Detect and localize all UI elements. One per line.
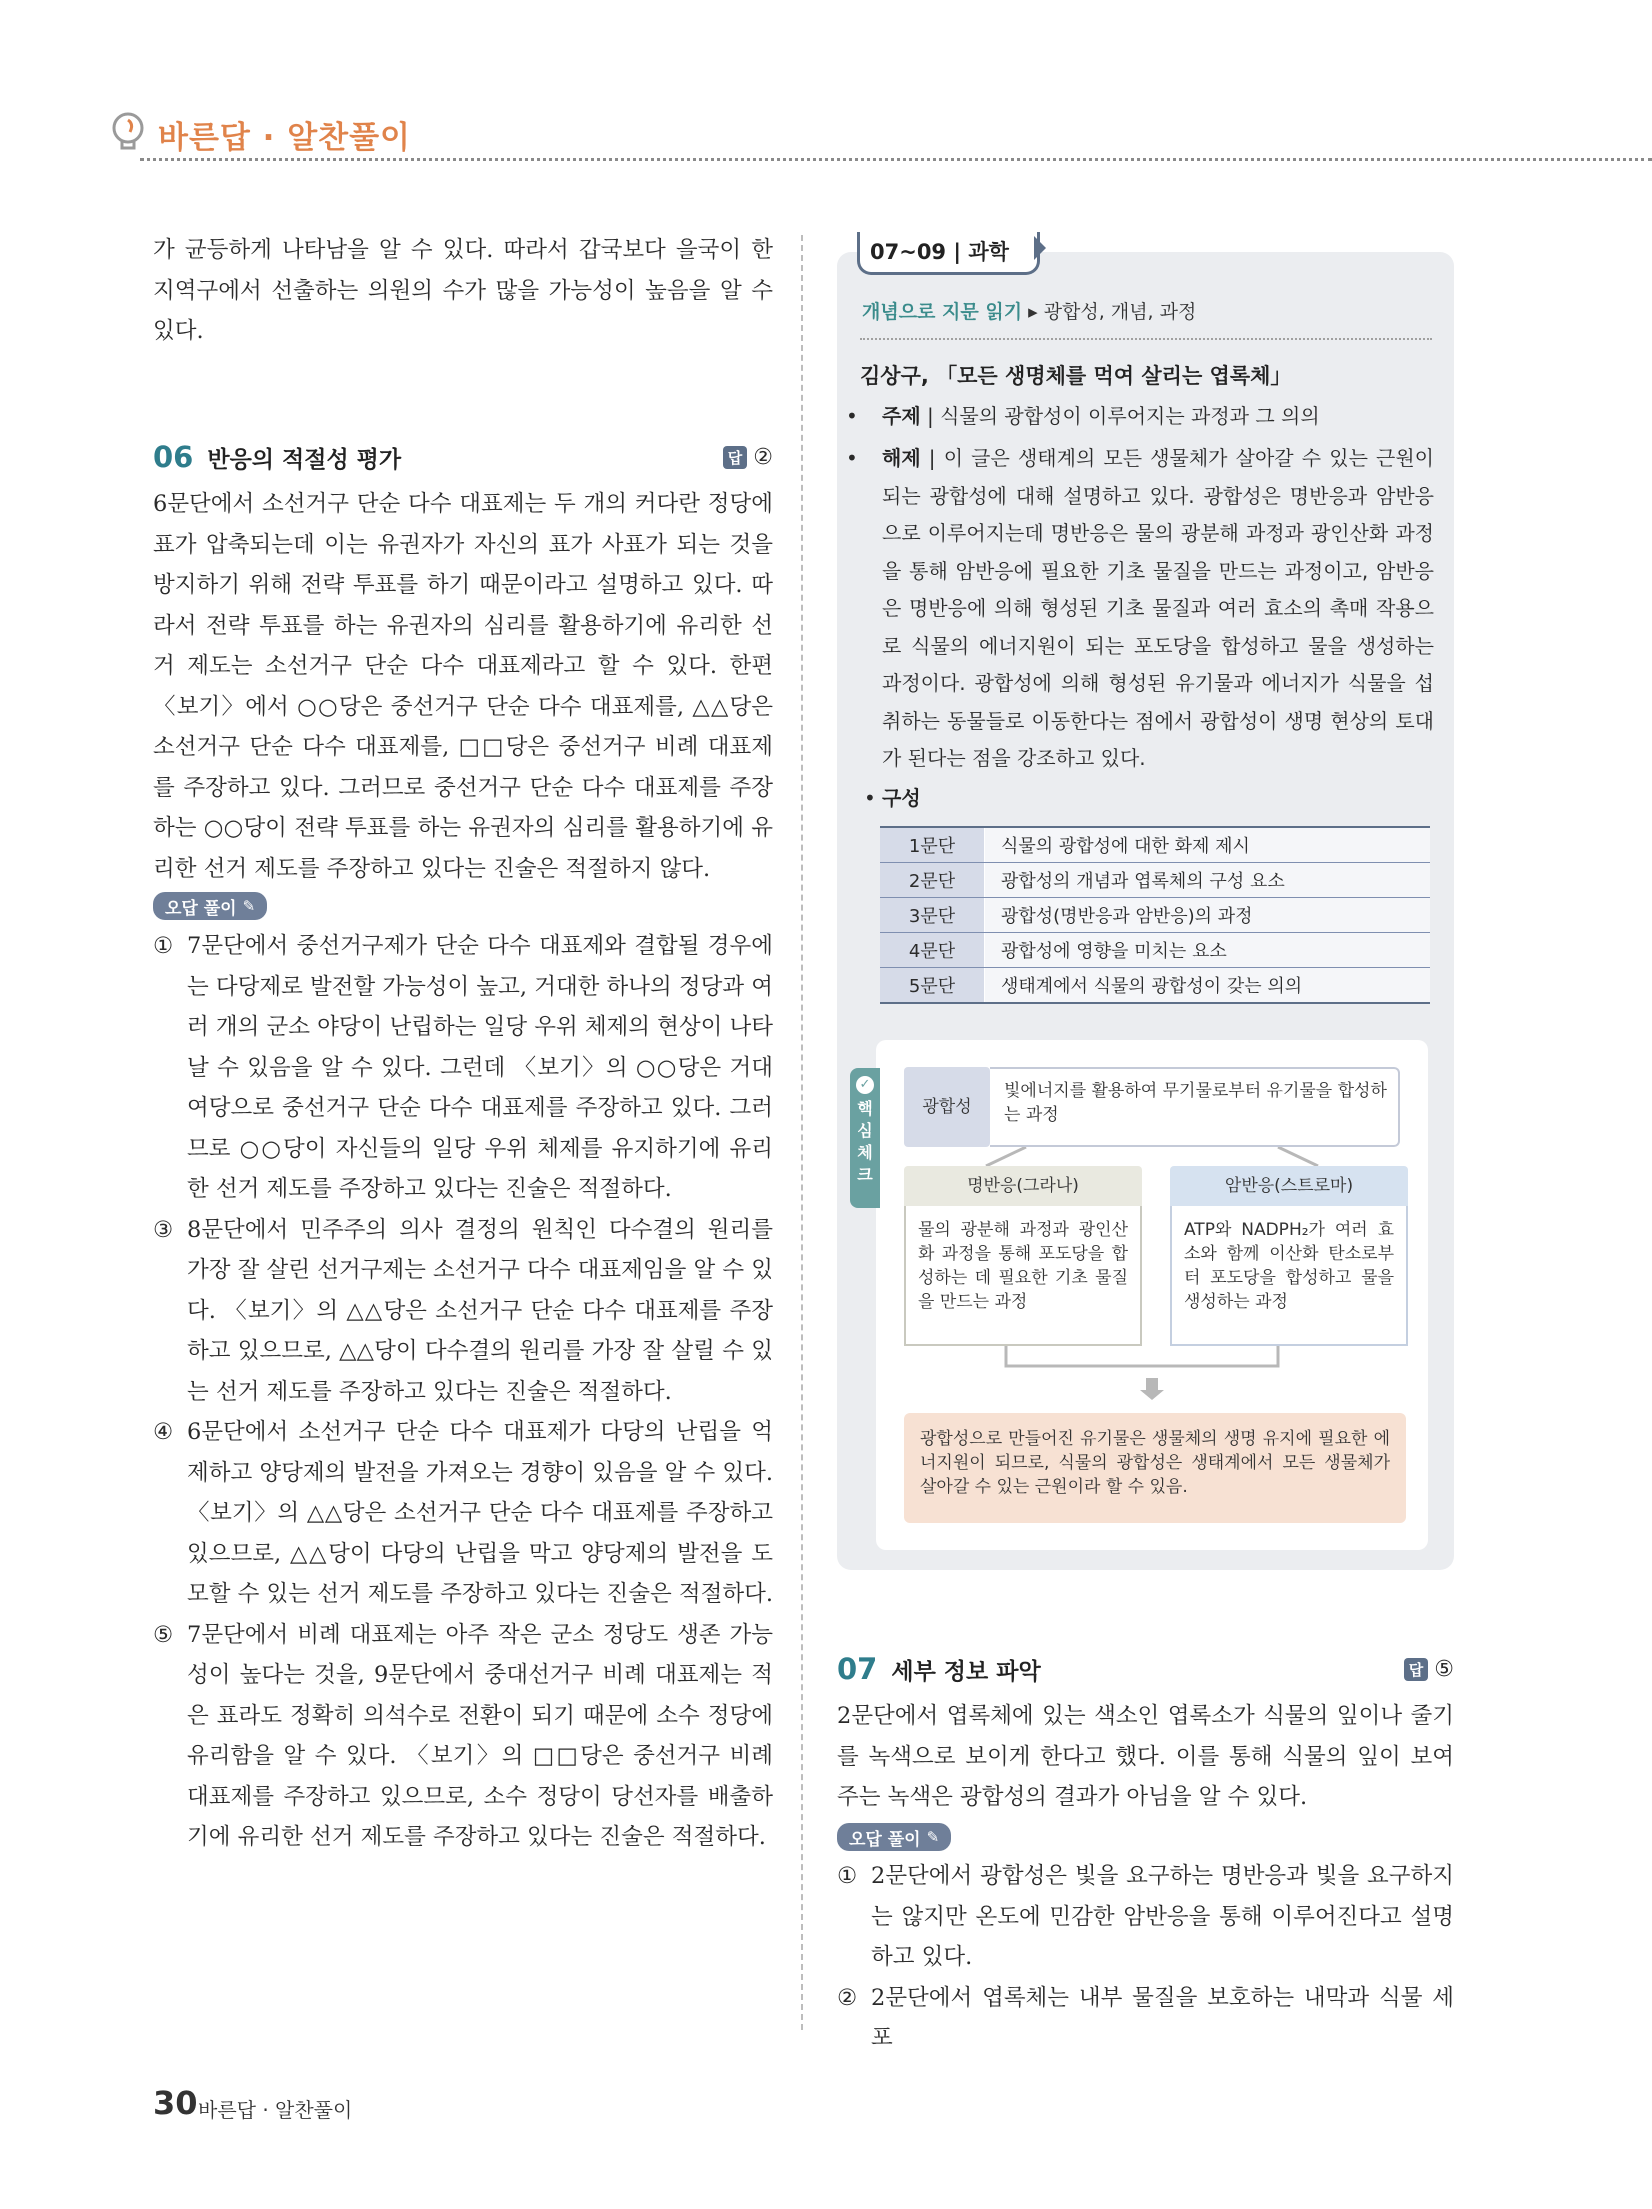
- answer-indicator: [723, 445, 773, 470]
- page-number: 30: [153, 2084, 198, 2122]
- wrong-item: ④ 6문단에서 소선거구 단순 다수 대표제가 다당의 난립을 억제하고 양당제의 발전을 가져오는 경향이 있음을 알 수 있다. 〈보기〉의 △△당은 소선거구 단순 다수 대표제를 주장하고 있으므로, △△당이 다당의 난립을 막고 양당제의 발전을 도모할 수 있는 선거 제도를 주장하고 있다는 진술은 적절하다.: [153, 1419, 774, 1607]
- box-divider: [860, 338, 1432, 340]
- pencil-icon: ✎: [926, 1828, 940, 1846]
- wrong-answer-label: 오답 풀이 ✎: [153, 892, 267, 920]
- answer-badge: 답: [1404, 1658, 1429, 1681]
- intro-paragraph: 가 균등하게 나타남을 알 수 있다. 따라서 갑국보다 을국이 한 지역구에서 선출하는 의원의 수가 많을 가능성이 높음을 알 수 있다.: [153, 237, 773, 344]
- structure-table: [880, 826, 1430, 1004]
- lightbulb-icon: [108, 110, 152, 154]
- table-row: 2문단 광합성의 개념과 엽록체의 구성 요소: [880, 863, 1430, 898]
- question-title: 반응의 적절성 평가: [207, 446, 402, 473]
- wrong-item: ① 7문단에서 중선거구제가 단순 다수 대표제와 결합될 경우에는 다당제로 발전할 가능성이 높고, 거대한 하나의 정당과 여러 개의 군소 야당이 난립하는 일당 우위 체제의 현상이 나타날 수 있음을 알 수 있다. 그런데 〈보기〉의 ○○당은 거대 여당으로 중선거구 단순 다수 대표제를 주장하고 있다. 그러므로 ○○당이 자신들의 일당 우위 체제를 유지하기에 유리한 선거 제도를 주장하고 있다는 진술은 적절하다.: [153, 933, 774, 1202]
- light-reaction-heading: 명반응(그라나): [904, 1166, 1142, 1206]
- table-row: 5문단 생태계에서 식물의 광합성이 갖는 의의: [880, 968, 1430, 1004]
- wrong-answer-label: 오답 풀이 ✎: [837, 1823, 951, 1851]
- tab-arrow-icon: [1034, 236, 1046, 260]
- table-row: 1문단 식물의 광합성에 대한 화제 제시: [880, 827, 1430, 863]
- answer-value: ⑤: [1434, 1656, 1454, 1682]
- pencil-icon: ✎: [242, 897, 256, 915]
- structure-label-row: • 구성: [864, 786, 921, 810]
- footer-label: 바른답 · 알찬풀이: [198, 2098, 353, 2122]
- answer-value: ②: [753, 444, 773, 470]
- q06-wrong-list: [153, 926, 773, 1858]
- q06-header: [153, 440, 773, 474]
- header-divider: [140, 158, 1652, 161]
- dark-reaction-heading: 암반응(스트로마): [1170, 1166, 1408, 1206]
- wrong-item: ① 2문단에서 광합성은 빛을 요구하는 명반응과 빛을 요구하지는 않지만 온도에 민감한 암반응을 통해 이루어진다고 설명하고 있다.: [837, 1863, 1454, 1970]
- wrong-item: ② 2문단에서 엽록체는 내부 물질을 보호하는 내막과 식물 세포: [837, 1984, 1454, 2051]
- column-divider: [801, 235, 803, 2030]
- photosynthesis-definition: 빛에너지를 활용하여 무기물로부터 유기물을 합성하는 과정: [990, 1067, 1400, 1147]
- wrong-item: ⑤ 7문단에서 비례 대표제는 아주 작은 군소 정당도 생존 가능성이 높다는 것을, 9문단에서 중대선거구 비례 대표제는 적은 표라도 정확히 의석수로 전환이 되기 때문에 소수 정당에 유리함을 알 수 있다. 〈보기〉의 □□당은 중선거구 비례 대표제를 주장하고 있으므로, 소수 정당이 당선자를 배출하기에 유리한 선거 제도를 주장하고 있다는 진술은 적절하다.: [153, 1621, 773, 1850]
- source-title: 김상구, 「모든 생명체를 먹여 살리는 엽록체」: [860, 364, 1292, 388]
- q07-wrong-list: [837, 1856, 1454, 2059]
- photosynthesis-label: 광합성: [904, 1067, 990, 1147]
- section-tab-label: 07~09 | 과학: [870, 240, 1009, 264]
- page-header-title: 바른답 · 알찬풀이: [158, 120, 411, 156]
- table-row: 3문단 광합성(명반응과 암반응)의 과정: [880, 898, 1430, 933]
- concept-label: 개념으로 지문 읽기: [862, 301, 1023, 323]
- core-check-label: 핵심체크: [857, 1099, 873, 1184]
- play-arrow-icon: ▸: [1028, 301, 1038, 323]
- table-row: 4문단 광합성에 영향을 미치는 요소: [880, 933, 1430, 968]
- diagram-summary: 광합성으로 만들어진 유기물은 생물체의 생명 유지에 필요한 에너지원이 되므로, 식물의 광합성은 생태계에서 모든 생물체가 살아갈 수 있는 근원이라 할 수 있음.: [904, 1413, 1406, 1523]
- theme-row: • 주제 | 식물의 광합성이 이루어지는 과정과 그 의의: [846, 404, 1320, 428]
- q06-explanation: 6문단에서 소선거구 단순 다수 대표제는 두 개의 커다란 정당에 표가 압축되는데 이는 유권자가 자신의 표가 사표가 되는 것을 방지하기 위해 전략 투표를 하기 때문이라고 설명하고 있다. 따라서 전략 투표를 하는 유권자의 심리를 활용하기에 유리한 선거 제도는 소선거구 단순 다수 대표제라고 할 수 있다. 한편 〈보기〉에서 ○○당은 중선거구 단순 다수 대표제를, △△당은 소선거구 단순 다수 대표제를, □□당은 중선거구 비례 대표제를 주장하고 있다. 그러므로 중선거구 단순 다수 대표제를 주장하는 ○○당이 전략 투표를 하는 유권자의 심리를 활용하기에 유리한 선거 제도를 주장하고 있다는 진술은 적절하지 않다.: [153, 491, 773, 882]
- light-reaction-description: 물의 광분해 과정과 광인산화 과정을 통해 포도당을 합성하는 데 필요한 기초 물질을 만드는 과정: [904, 1206, 1142, 1346]
- question-number: 07: [837, 1652, 878, 1686]
- q07-header: [837, 1652, 1454, 1686]
- question-title: 세부 정보 파악: [891, 1658, 1041, 1685]
- q07-explanation: 2문단에서 엽록체에 있는 색소인 엽록소가 식물의 잎이나 줄기를 녹색으로 보이게 한다고 했다. 이를 통해 식물의 잎이 보여 주는 녹색은 광합성의 결과가 아님을 알 수 있다.: [837, 1703, 1454, 1810]
- answer-badge: 답: [723, 446, 748, 469]
- wrong-item: ③ 8문단에서 민주주의 의사 결정의 원칙인 다수결의 원리를 가장 잘 살린 선거구제는 소선거구 다수 대표제임을 알 수 있다. 〈보기〉의 △△당은 소선거구 단순 다수 대표제를 주장하고 있으므로, △△당이 다수결의 원리를 가장 잘 살릴 수 있는 선거 제도를 주장하고 있다는 진술은 적절하다.: [153, 1216, 774, 1405]
- q06-wrong-label-row: [153, 892, 773, 920]
- answer-indicator: [1404, 1657, 1454, 1682]
- concept-reading-line: [862, 297, 1196, 324]
- question-number: 06: [153, 440, 194, 474]
- check-icon: ✓: [856, 1076, 874, 1094]
- dark-reaction-description: ATP와 NADPH₂가 여러 효소와 함께 이산화 탄소로부터 포도당을 합성하고 물을 생성하는 과정: [1170, 1206, 1408, 1346]
- explain-row: • 해제 | 이 글은 생태계의 모든 생물체가 살아갈 수 있는 근원이 되는 광합성에 대해 설명하고 있다. 광합성은 명반응과 암반응으로 이루어지는데 명반응은 물의 광분해 과정과 광인산화 과정을 통해 암반응에 필요한 기초 물질을 만드는 과정이고, 암반응은 명반응에 의해 형성된 기초 물질과 여러 효소의 촉매 작용으로 식물의 에너지원이 되는 포도당을 합성하고 물을 생성하는 과정이다. 광합성에 의해 형성된 유기물과 에너지가 식물을 섭취하는 동물들로 이동한다는 점에서 광합성이 생명 현상의 토대가 된다는 점을 강조하고 있다.: [846, 446, 1435, 770]
- q07-wrong-label-row: [837, 1823, 1454, 1851]
- concept-terms: 광합성, 개념, 과정: [1043, 301, 1197, 323]
